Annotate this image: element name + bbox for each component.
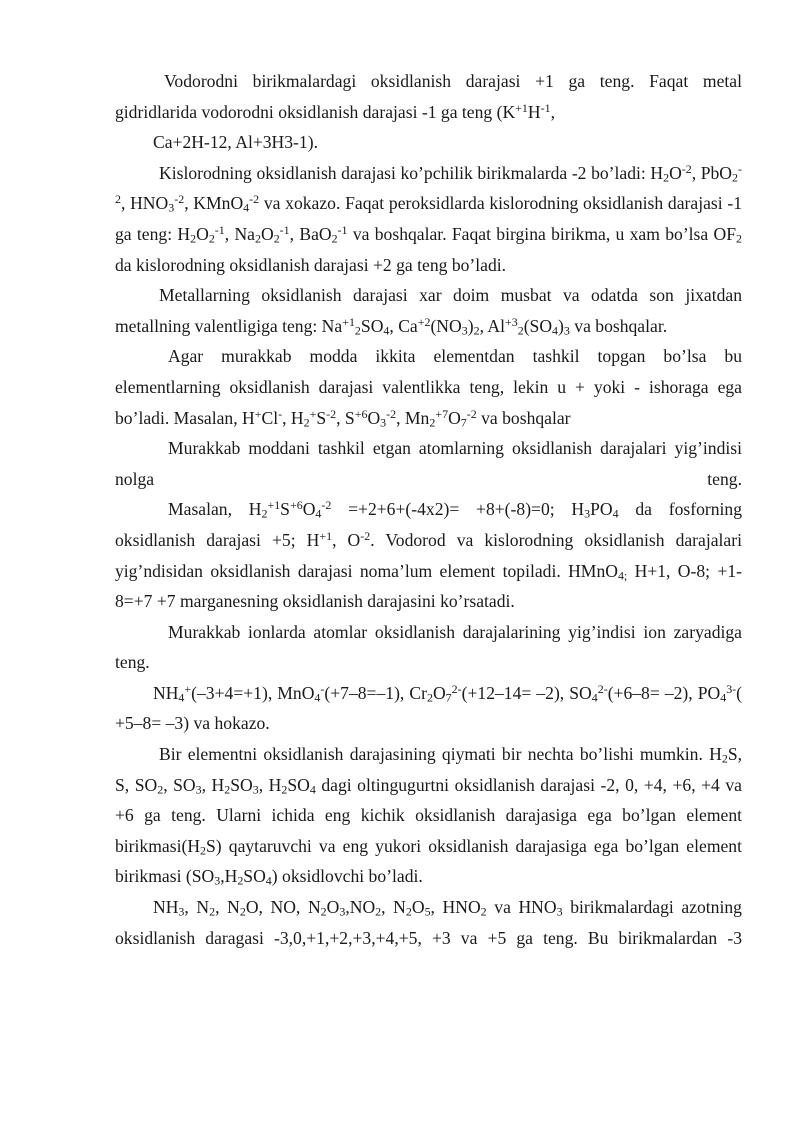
paragraph-sulfur-compounds: Bir elementni oksidlanish darajasining qiymati bir nechta bo’lishi mumkin. $H_2S$, S, $SO_2$, $SO_3$, $H_2SO_3$, $H_2SO_4$ dagi oltingugurtni oksidlanish darajasi -2, 0, +4, +6, +4 va +6 ga teng. Ularni ichida eng kichik oksidlanish darajasiga ega bo’lgan element $birikmasi(H_2S)$ qaytaruvchi va eng yukori oksidlanish darajasiga ega bo’lgan element birikmasi $(SO_3,H_2SO_4)$ oksidlovchi bo’ladi. bbox=[115, 744, 742, 889]
paragraph-ion-examples: $NH_4^+(-3+4=+1)$, MnO$_4$-(+7–8=–1), $Cr_2O_7^{2-}(+12-14= -2)$, $SO_4^{2-}(+6-8= -2)$, $PO_4^{3-}( +5-8= -3)$ va hokazo. bbox=[115, 681, 743, 734]
paragraph-hydrogen-examples: Ca+2H-12, Al+3H3-1). bbox=[153, 132, 318, 153]
paragraph-complex-ions: Murakkab ionlarda atomlar oksidlanish darajalarining yig’indisi ion zaryadiga teng. bbox=[115, 621, 742, 673]
paragraph-oxygen-oxidation: Kislorodning oksidlanish darajasi ko’pchilik birikmalarda -2 bo’ladi: $H_2O^{-2}$, PbO$_2^{-2}$, $HNO_3^{-2}$, KMnO$_4^{-2}$ va xokazo. Faqat peroksidlarda kislorodning oksidlanish darajasi -1 ga teng: $H_2O_2^{-1}$, $Na_2O_2^{-1}$, BaO$_2^{-1}$ va boshqalar. Faqat birgina birikma, u xam bo’lsa $OF_2$ da kislorodning oksidlanish darajasi +2 ga teng bo’ladi. bbox=[115, 161, 742, 275]
paragraph-sum-zero: Murakkab moddani tashkil etgan atomlarning oksidlanish darajalari yig’indisi nolga teng. bbox=[115, 438, 742, 489]
paragraph-example-calculation: Masalan, $H_2^{+1}S^{+6}O_4^{-2} =+2+6+(-4x2)= +8+(-8)=0$; $H_3PO_4$ da fosforning oksidlanish darajasi +5; $H^{+1}$, $O^{-2}$. Vodorod va kislorodning oksidlanish darajalari yig’ndisidan oksidlanish darajasi noma’lum element topiladi. HMnO$_{4;}$ H+1, O-8; +1-8=+7 +7 marganesning oksidlanish darajasini ko’rsatadi. bbox=[115, 498, 743, 612]
document-page bbox=[115, 66, 742, 953]
paragraph-hydrogen-oxidation: Vodorodni birikmalardagi oksidlanish darajasi +1 ga teng. Faqat metal gidridlarida vodorodni oksidlanish darajasi -1 ga teng ($K^{+1}H^{-1}$, bbox=[115, 71, 742, 122]
paragraph-nitrogen-compounds: $NH_3$, $N_2$, $N_2O$, NO, $N_2O_3,NO_2$, $N_2O_5$, $HNO_2$ va $HNO_3$ birikmalardagi azotning oksidlanish daragasi -3,0,+1,+2,+3,+4,+5, +3 va +5 ga teng. Bu birikmalardan -3 bbox=[115, 897, 742, 948]
paragraph-binary-compounds: Agar murakkab modda ikkita elementdan tashkil topgan bo’lsa bu elementlarning oksidlanish darajasi valentlikka teng, lekin u + yoki - ishoraga ega bo’ladi. Masalan, H+Cl-, $H_2^+S^{-2}$, $S^{+6}O_3^{-2}$, $Mn_2^{+7}O_7^{-2}$ va boshqalar bbox=[115, 346, 742, 430]
paragraph-metals-oxidation: Metallarning oksidlanish darajasi xar doim musbat va odatda son jixatdan metallning valentligiga teng: $Na^{+1}_2SO_4$, $Ca^{+2}(NO_3)_2$, $Al^{+3}_2(SO_4)_3$ va boshqalar. bbox=[115, 285, 742, 338]
